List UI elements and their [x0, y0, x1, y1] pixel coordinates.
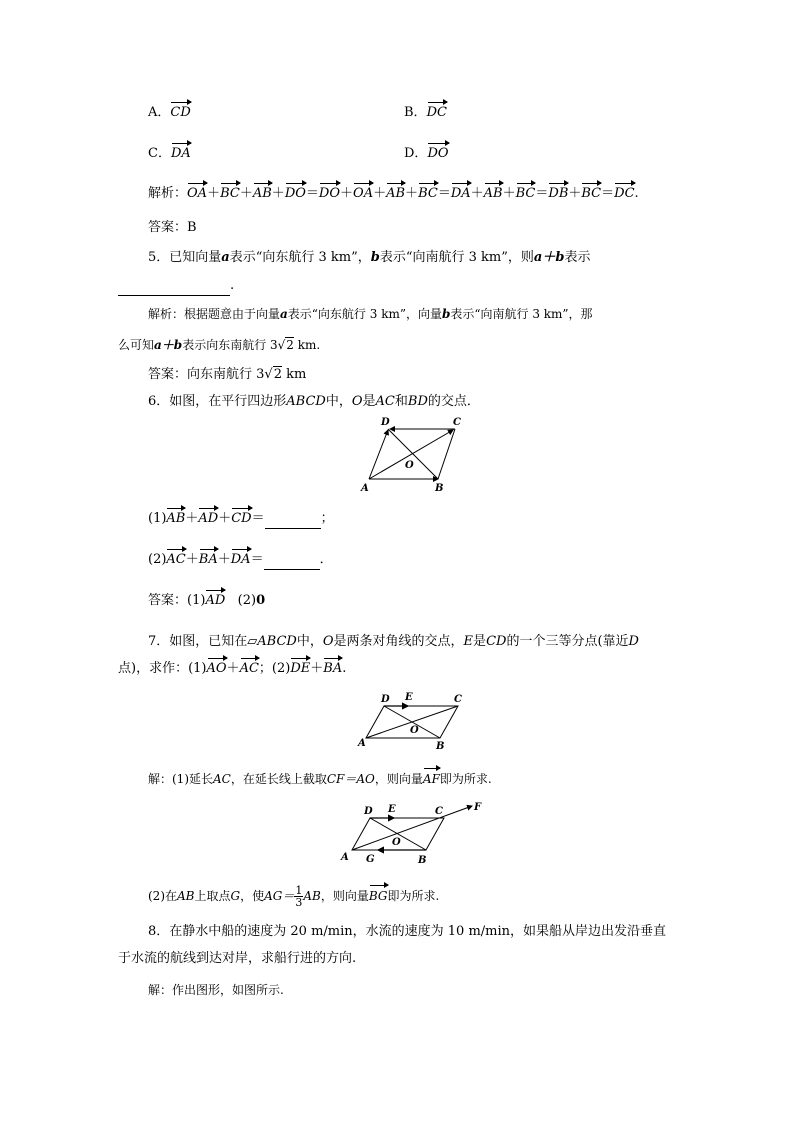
- vec-oa: OA: [353, 186, 374, 201]
- q5-blank-line: [118, 277, 234, 296]
- segment-ad: [369, 430, 388, 479]
- plus: ＋: [405, 186, 419, 201]
- numerator: 1: [295, 884, 303, 897]
- vector-b: b: [370, 250, 380, 265]
- text: 即为所求.: [387, 889, 440, 903]
- plus: ＋: [207, 186, 221, 201]
- equals: ＝: [437, 186, 451, 201]
- equals: ＝: [250, 552, 264, 567]
- vec-ao: AO: [206, 661, 227, 676]
- plus: ＋: [217, 552, 231, 567]
- label-abcd: ABCD: [286, 394, 326, 409]
- option-c: [148, 145, 191, 163]
- q7-stem-line2: [118, 660, 346, 678]
- equals: ＝: [535, 186, 549, 201]
- vec-db: DB: [548, 186, 569, 201]
- q6-figure: [355, 412, 475, 496]
- vec-ac: AC: [239, 661, 259, 676]
- plus: ＋: [271, 186, 285, 201]
- point-c: C: [435, 806, 443, 817]
- point-a: A: [358, 738, 366, 749]
- vec-ad: AD: [198, 511, 219, 526]
- q7-figure-2: [336, 800, 492, 870]
- equation: AG＝: [264, 889, 295, 903]
- plus: ＋: [226, 661, 240, 676]
- text: 表示“向南航行 3 km”，则: [379, 250, 534, 265]
- point-d: D: [381, 694, 390, 705]
- radicand: 2: [273, 367, 282, 382]
- point-b: B: [436, 741, 445, 752]
- text: 7．如图，已知在: [148, 634, 248, 649]
- q8-solution: 解：作出图形，如图所示.: [148, 983, 284, 997]
- text: (2)在: [148, 889, 177, 903]
- part-label: (1): [187, 593, 206, 608]
- radicand: 2: [286, 338, 294, 352]
- text: 表示“向东航行 3 km”，: [229, 250, 371, 265]
- text: 上取点: [194, 889, 231, 903]
- vec-ab: AB: [252, 186, 272, 201]
- answer-value: B: [187, 220, 197, 235]
- equals: ＝: [601, 186, 615, 201]
- vec-do: DO: [318, 186, 341, 201]
- text: 解：(1)延长: [148, 772, 213, 786]
- option-c-vector: DA: [170, 146, 191, 161]
- vector-a: a: [280, 307, 288, 321]
- point-c: C: [454, 694, 462, 705]
- vec-ba: BA: [198, 552, 218, 567]
- text: 中，: [325, 394, 352, 409]
- sqrt-symbol: √2: [277, 338, 294, 352]
- plus: ＋: [310, 661, 324, 676]
- q4-answer: [148, 219, 197, 237]
- question-number: 5．: [148, 250, 170, 265]
- punct: ；: [320, 511, 334, 526]
- vec-ba: BA: [323, 661, 343, 676]
- vec-bc: BC: [220, 186, 240, 201]
- diagonal-bd: [388, 429, 438, 479]
- label-o: O: [351, 394, 363, 409]
- text: ，在延长线上截取: [230, 772, 327, 786]
- plus: ＋: [373, 186, 387, 201]
- label-e: E: [463, 634, 474, 649]
- text: 是: [473, 634, 487, 649]
- q6-part1: [148, 510, 334, 529]
- unit: km: [286, 367, 307, 382]
- period: .: [230, 278, 235, 293]
- period: .: [342, 661, 347, 676]
- q8-stem-line2: 于水流的航线到达对岸，求船行进的方向.: [118, 951, 357, 966]
- point-a: A: [341, 852, 349, 863]
- answer-blank: [264, 551, 320, 570]
- period: .: [634, 186, 639, 201]
- label-bd: BD: [407, 394, 428, 409]
- q6-answer: [148, 592, 265, 610]
- vec-bc: BC: [515, 186, 536, 201]
- option-b-vector: DC: [426, 105, 447, 120]
- point-o: O: [410, 725, 419, 736]
- q4-analysis: [148, 185, 639, 203]
- part-label: (2): [148, 552, 167, 567]
- vec-de: DE: [290, 661, 311, 676]
- equals: ＝: [251, 511, 265, 526]
- text: 表示“向南航行 3 km”，那: [450, 307, 593, 321]
- text: ，则向量: [320, 889, 369, 903]
- text: 么可知: [118, 338, 155, 352]
- vec-ab: AB: [483, 186, 503, 201]
- label-cd: CD: [486, 634, 507, 649]
- option-a: [148, 104, 191, 122]
- point-e: E: [388, 804, 396, 815]
- text: 中，: [296, 634, 323, 649]
- label-ac: AC: [375, 394, 395, 409]
- label-ab: AB: [177, 889, 195, 903]
- point-a: A: [361, 483, 369, 494]
- equation: CF＝AO: [326, 772, 375, 786]
- answer-label: 答案：: [148, 593, 188, 608]
- vec-bc: BC: [581, 186, 602, 201]
- label-g: G: [230, 889, 241, 903]
- denominator: 3: [295, 896, 303, 909]
- unit: km.: [297, 338, 321, 352]
- text: 点)，求作：(1): [118, 661, 207, 676]
- answer-blank: [118, 277, 230, 296]
- vec-ac: AC: [166, 552, 186, 567]
- vector-b: b: [441, 307, 451, 321]
- option-d: [404, 145, 449, 163]
- option-a-vector: CD: [170, 105, 191, 120]
- text: 表示: [564, 250, 591, 265]
- text: 的交点．: [427, 394, 480, 409]
- text: 表示“向东航行 3 km”，向量: [287, 307, 442, 321]
- q7-stem-line1: [148, 633, 639, 651]
- point-b: B: [418, 855, 427, 866]
- plus: ＋: [502, 186, 516, 201]
- point-c: C: [453, 417, 461, 428]
- plus: ＋: [185, 552, 199, 567]
- point-o: O: [392, 837, 401, 848]
- answer-label: 答案：: [148, 367, 188, 382]
- q5-analysis-line1: [148, 305, 593, 323]
- text: 表示向东南航行 3: [182, 338, 278, 352]
- zero-vector: 0: [256, 593, 266, 608]
- plus: ＋: [340, 186, 354, 201]
- option-b-label: B．: [404, 105, 427, 120]
- vec-do: DO: [284, 186, 306, 201]
- text: 是两条对角线的交点，: [333, 634, 464, 649]
- q5-answer: [148, 366, 306, 384]
- answer-label: 答案：: [148, 220, 188, 235]
- text: ，使: [240, 889, 265, 903]
- answer-blank: [265, 510, 321, 529]
- text: 解析：根据题意由于向量: [148, 307, 281, 321]
- text: 6．如图，在平行四边形: [148, 394, 287, 409]
- vec-da: DA: [230, 552, 251, 567]
- q7-solution-2: [148, 885, 439, 908]
- vec-bg: BG: [368, 889, 388, 903]
- text: 是: [362, 394, 376, 409]
- sqrt-symbol: √2: [264, 367, 282, 382]
- equals: ＝: [305, 186, 319, 201]
- vec-ad: AD: [205, 593, 226, 608]
- q5-analysis-line2: [118, 336, 320, 354]
- point-d: D: [364, 806, 373, 817]
- vector-a: a: [221, 250, 230, 265]
- answer-value: 向东南航行 3: [187, 367, 265, 382]
- point-f: F: [474, 802, 482, 813]
- option-a-label: A．: [148, 105, 171, 120]
- text: 和: [394, 394, 408, 409]
- option-c-label: C．: [148, 146, 171, 161]
- text: 的一个三等分点(靠近: [506, 634, 629, 649]
- vec-ab: AB: [166, 511, 186, 526]
- punct: ．: [319, 552, 333, 567]
- parallelogram-symbol: ▱: [247, 634, 258, 649]
- part-label: (1): [148, 511, 167, 526]
- point-b: B: [435, 483, 444, 494]
- segment-bc: [438, 429, 455, 479]
- text: ；(2): [258, 661, 291, 676]
- q6-stem: [148, 393, 480, 411]
- q8-stem-line1: 8．在静水中船的速度为 20 m/min，水流的速度为 10 m/min，如果船从岸边出发沿垂直: [148, 924, 667, 939]
- vector-a-plus-b: a＋b: [533, 250, 565, 265]
- q7-solution-1: [148, 770, 492, 788]
- plus: ＋: [568, 186, 582, 201]
- label-ab: AB: [303, 889, 321, 903]
- label-abcd: ABCD: [257, 634, 297, 649]
- vec-oa: OA: [187, 186, 208, 201]
- analysis-label: 解析：: [148, 186, 188, 201]
- option-b: [404, 104, 447, 122]
- plus: ＋: [218, 511, 232, 526]
- point-d: D: [381, 417, 390, 428]
- q7-figure-1: [352, 688, 472, 754]
- point-o: O: [405, 460, 414, 471]
- q5-stem: [148, 249, 590, 267]
- vector-a-plus-b: a＋b: [154, 338, 183, 352]
- option-d-label: D．: [404, 146, 428, 161]
- vec-bc: BC: [418, 186, 438, 201]
- label-ac: AC: [213, 772, 231, 786]
- plus: ＋: [239, 186, 253, 201]
- vec-da: DA: [450, 186, 471, 201]
- option-d-vector: DO: [427, 146, 449, 161]
- vec-dc: DC: [614, 186, 635, 201]
- plus: ＋: [470, 186, 484, 201]
- q6-part2: [148, 551, 333, 570]
- label-d: D: [628, 634, 639, 649]
- text: ，则向量: [374, 772, 423, 786]
- label-o: O: [322, 634, 334, 649]
- point-e: E: [405, 692, 413, 703]
- point-g: G: [366, 854, 375, 865]
- plus: ＋: [185, 511, 199, 526]
- vec-ab: AB: [386, 186, 406, 201]
- part-label: (2): [237, 593, 257, 608]
- vec-cd: CD: [231, 511, 252, 526]
- vec-af: AF: [422, 772, 440, 786]
- text: 即为所求.: [439, 772, 492, 786]
- text: 已知向量: [169, 250, 222, 265]
